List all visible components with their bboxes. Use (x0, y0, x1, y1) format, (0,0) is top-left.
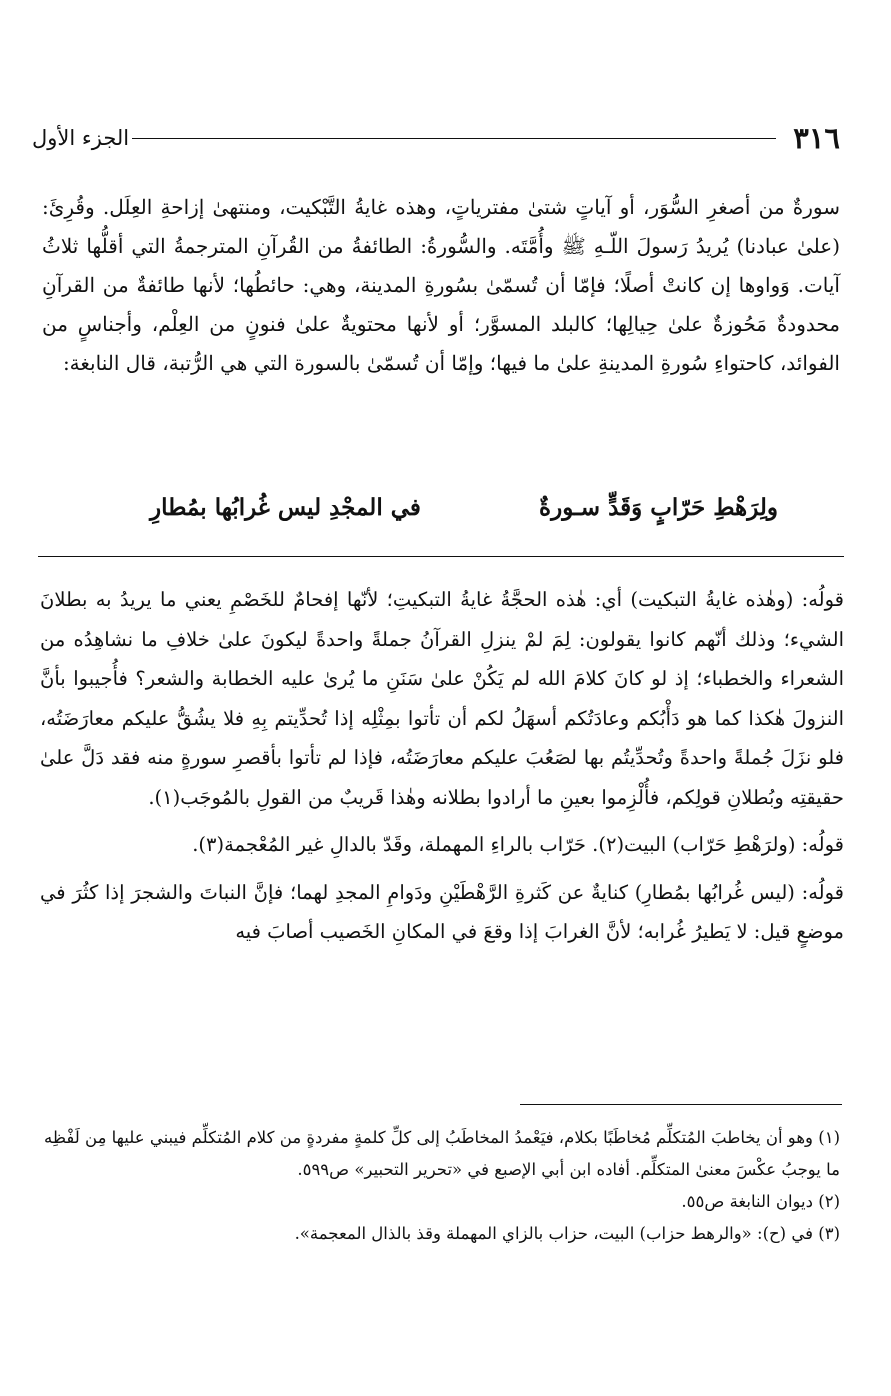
commentary-paragraph: قولُه: (ليس غُرابُها بمُطارِ) كنايةٌ عن كَثرةِ الرَّهْطَيْنِ ودَوامِ المجدِ لهما؛ فإنَّ النباتَ والشجرَ إذا كثُرَ في موضعٍ قيل: لا يَطيرُ غُرابه؛ لأنَّ الغرابَ إذا وقعَ في المكانِ الخَصيب أصابَ فيه (40, 880, 844, 943)
running-title: الجزء الأول (32, 126, 130, 150)
page-number: ٣١٦ (793, 121, 840, 155)
verse-first-hemistich: ولِرَهْطِ حَرّابٍ وَقَدٍّ سـورةٌ (539, 494, 778, 521)
commentary-paragraph: قولُه: (ولرَهْطِ حَرّاب) البيت(٢). حَرّاب بالراءِ المهملة، وقَدّ بالدالِ غير المُعْجمة(٣). (192, 833, 844, 856)
main-divider (38, 556, 844, 557)
verse-second-hemistich: في المجْدِ ليس غُرابُها بمُطارِ (150, 494, 421, 521)
poetry-verse (150, 494, 778, 538)
footnote: (٢) ديوان النابغة ص٥٥. (681, 1192, 840, 1211)
footnote: (١) وهو أن يخاطبَ المُتكلِّم مُخاطَبًا بكلام، فيَعْمدُ المخاطَبُ إلى كلِّ كلمةٍ مفردةٍ من كلام المُتكلِّم فيبني عليها مِن لَفْظِه ما يوجبُ عكْسَ معنىٰ المتكلِّم. أفاده ابن أبي الإصبع في «تحرير التحبير» ص٥٩٩. (44, 1128, 840, 1179)
footnote: (٣) في (ح): «والرهط حزاب) البيت، حزاب بالزاي المهملة وقذ بالذال المعجمة». (294, 1224, 840, 1243)
main-paragraph: سورةٌ من أصغرِ السُّوَر، أو آياتٍ شتىٰ مفترياتٍ، وهذه غايةُ التَّبْكيت، ومنتهىٰ إزاحةِ العِلَل. وقُرِئَ: (علىٰ عبادنا) يُريدُ رَسولَ اللّـهِ ﷺ وأُمَّتَه. والسُّورةُ: الطائفةُ من القُرآنِ المترجمةُ التي أقلُّها ثلاثُ آيات. وَواوها إن كانتْ أصلًا؛ فإمّا أن تُسمّىٰ بسُورةِ المدينة، وهي: حائطُها؛ لأنها طائفةٌ من القرآنِ محدودةٌ مَحُوزةٌ علىٰ حِيالِها؛ كالبلد المسوَّر؛ أو لأنها محتويةٌ علىٰ فنونٍ من العِلْم، وأجناسٍ من الفوائد، كاحتواءِ سُورةِ المدينةِ علىٰ ما فيها؛ وإمّا أن تُسمّىٰ بالسورة التي هي الرُّتبة، قال النابغة: (42, 195, 840, 375)
page-header (32, 118, 840, 158)
commentary-section (40, 580, 844, 960)
commentary-paragraph: قولُه: (وهٰذه غايةُ التبكيت) أي: هٰذه الحجَّةُ غايةُ التبكيتِ؛ لأنّها إفحامٌ للخَصْمِ يعني ما يريدُ به بطلانَ الشيء؛ وذلك أنّهم كانوا يقولون: لِمَ لمْ ينزلِ القرآنُ جملةً واحدةً ليكونَ علىٰ خلافِ ما نشاهِدُه من الشعراء والخطباء؛ إذ لو كانَ كلامَ الله لم يَكُنْ علىٰ سَنَنِ ما يُرىٰ عليه الخطابة والشعر؟ فأُجيبوا بأنَّ النزولَ هٰكذا كما هو دَأْبُكم وعادَتُكم أسهَلُ لكم أن تأتوا بمِثْلِه إذا تُحدِّيتم بِهِ فلا يشُقُّ عليكم معارَضَتُه، فلو نزَلَ جُملةً واحدةً وتُحدِّيتُم بها لصَعُبَ عليكم معارَضَتُه، فإذا لم تأتوا بأقصرِ سورةٍ منه فقد دَلَّ علىٰ حقيقتِه وبُطلانِ قولِكم، فأُلْزِموا بعينِ ما أرادوا بطلانه وهٰذا قَريبٌ من القولِ بالمُوجَب(١). (40, 588, 844, 809)
main-text (42, 188, 840, 383)
footnotes-section (44, 1122, 840, 1250)
footnote-divider (520, 1104, 842, 1105)
header-rule (132, 138, 776, 139)
